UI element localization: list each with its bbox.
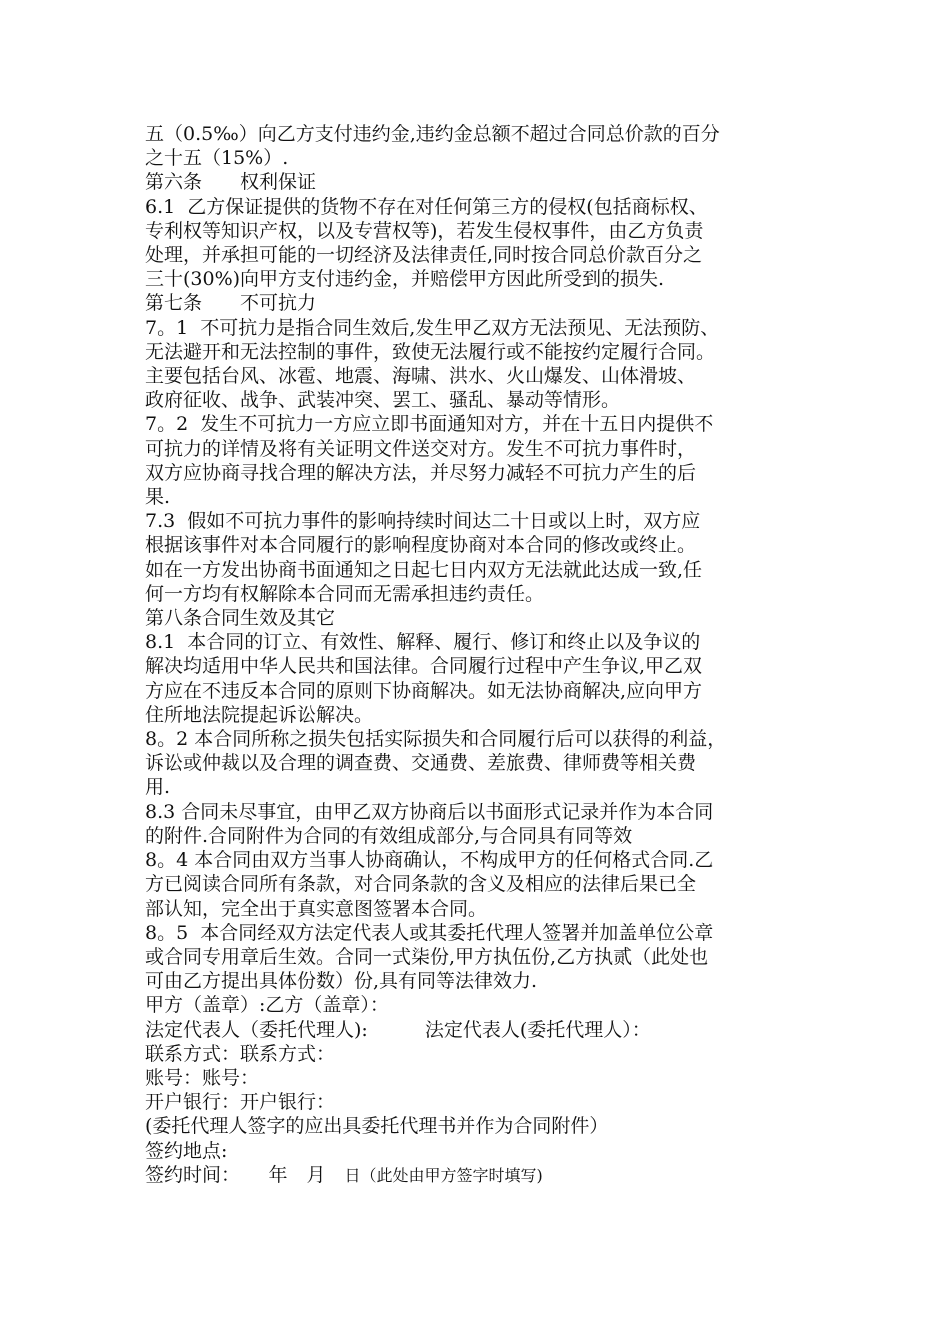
text-line: 专利权等知识产权，以及专营权等)，若发生侵权事件，由乙方负责 (145, 219, 704, 242)
section-heading: 第七条 不可抗力 (145, 292, 317, 315)
text-line: 8.1 本合同的订立、有效性、解释、履行、修订和终止以及争议的 (145, 631, 701, 654)
text-line: 如在一方发出协商书面通知之日起七日内双方无法就此达成一致,任 (145, 558, 703, 581)
signature-field-contact: 联系方式：联系方式： (145, 1042, 336, 1065)
text-line: 或合同专用章后生效。合同一式柒份,甲方执伍份,乙方执贰（此处也 (145, 945, 709, 968)
text-line: 五（0.5‰）向乙方支付违约金,违约金总额不超过合同总价款的百分 (145, 123, 720, 145)
text-line: 根据该事件对本合同履行的影响程度协商对本合同的修改或终止。 (145, 534, 697, 557)
text-line: 7。2 发生不可抗力一方应立即书面通知对方，并在十五日内提供不 (145, 413, 714, 436)
text-line: 方已阅读合同所有条款，对合同条款的含义及相应的法律后果已全 (145, 873, 697, 896)
signature-field-bank: 开户银行：开户银行： (145, 1091, 336, 1114)
text-line: 政府征收、战争、武装冲突、罢工、骚乱、暴动等情形。 (145, 389, 621, 412)
text-line: 8。5 本合同经双方法定代表人或其委托代理人签署并加盖单位公章 (145, 921, 714, 944)
text-line: 7.3 假如不可抗力事件的影响持续时间达二十日或以上时，双方应 (145, 510, 701, 533)
text-line: 方应在不违反本合同的原则下协商解决。如无法协商解决,应向甲方 (145, 679, 703, 702)
text-line: 可由乙方提出具体份数）份,具有同等法律效力. (145, 970, 538, 993)
signature-field-representative: 法定代表人（委托代理人): 法定代表人(委托代理人）： (145, 1018, 651, 1041)
text-line: 果. (145, 486, 171, 509)
text-line: 住所地法院提起诉讼解决。 (145, 703, 374, 726)
signature-date-note: 日（此处由甲方签字时填写) (344, 1165, 543, 1185)
text-line: 可抗力的详情及将有关证明文件送交对方。发生不可抗力事件时， (145, 437, 697, 460)
text-line: 的附件.合同附件为合同的有效组成部分,与合同具有同等效 (145, 824, 633, 847)
text-line: 诉讼或仲裁以及合理的调查费、交通费、差旅费、律师费等相关费 (145, 752, 697, 775)
text-line: 8。4 本合同由双方当事人协商确认，不构成甲方的任何格式合同.乙 (145, 849, 714, 872)
signature-note: (委托代理人签字的应出具委托代理书并作为合同附件） (145, 1115, 609, 1138)
text-line: 7。1 不可抗力是指合同生效后,发生甲乙双方无法预见、无法预防、 (145, 316, 720, 339)
signature-field-date (145, 1163, 835, 1188)
signature-date-label: 签约时间： 年 月 (145, 1163, 345, 1186)
signature-field-location: 签约地点: (145, 1139, 228, 1162)
text-line: 6.1 乙方保证提供的货物不存在对任何第三方的侵权(包括商标权、 (145, 195, 708, 218)
text-line: 处理，并承担可能的一切经济及法律责任,同时按合同总价款百分之 (145, 244, 703, 267)
section-heading: 第八条合同生效及其它 (145, 607, 336, 630)
text-line: 三十(30%)向甲方支付违约金，并赔偿甲方因此所受到的损失. (145, 268, 665, 291)
text-line: 用. (145, 776, 171, 799)
text-line: 之十五（15%）. (145, 147, 289, 170)
text-line: 何一方均有权解除本合同而无需承担违约责任。 (145, 582, 545, 605)
text-line: 主要包括台风、冰雹、地震、海啸、洪水、火山爆发、山体滑坡、 (145, 365, 697, 388)
signature-field-seal: 甲方（盖章）:乙方（盖章）： (145, 994, 389, 1017)
text-line: 8.3 合同未尽事宜，由甲乙双方协商后以书面形式记录并作为本合同 (145, 800, 714, 823)
text-line: 部认知，完全出于真实意图签署本合同。 (145, 897, 488, 920)
contract-text (145, 122, 835, 1188)
text-line: 双方应协商寻找合理的解决方法，并尽努力减轻不可抗力产生的后 (145, 461, 697, 484)
text-line: 无法避开和无法控制的事件，致使无法履行或不能按约定履行合同。 (145, 340, 716, 363)
text-line: 解决均适用中华人民共和国法律。合同履行过程中产生争议,甲乙双 (145, 655, 703, 678)
text-line: 8。2 本合同所称之损失包括实际损失和合同履行后可以获得的利益， (145, 728, 727, 751)
section-heading: 第六条 权利保证 (145, 171, 317, 194)
signature-field-account: 账号：账号： (145, 1066, 260, 1089)
